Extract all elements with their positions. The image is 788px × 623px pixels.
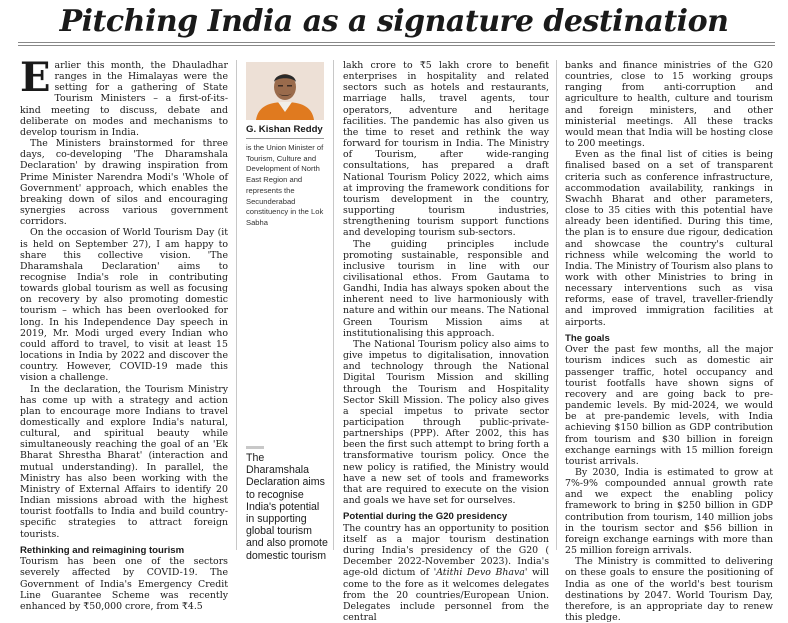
paragraph: Tourism has been one of the sectors severely affected by COVID-19. The Government of India's Emergency Credit Line Guarantee Scheme was recently enhanced by ₹50,000 crore, from ₹4.5 (20, 556, 228, 612)
article-column-3 (565, 60, 773, 623)
article-column-2 (343, 60, 550, 623)
paragraph: Even as the final list of cities is being finalised based on a set of transparent criteria such as conference infrastructure, accommodation availability, rankings in Swachh Bharat and other parameters, close to 35 cities with this potential have already been identified. During this time, the plan is to ensure due rigour, dedication and showcase the country's cultural richness while welcoming the world to India. The Ministry of Tourism also plans to work with other Ministries to bring in necessary interventions such as visa reforms, ease of travel, traveller-friendly and improved immigration facilities at airports. (565, 149, 773, 328)
paragraph: The National Tourism policy also aims to give impetus to digitalisation, innovation and technology through the National Digital Tourism Mission and skilling through the Tourism and Hospitality Sector Skill Mission. The policy also gives a special impetus to private sector participation through public-private-partnerships (PPP). After 2002, this has been the first such attempt to bring forth a transformative tourism policy. Once the new policy is ratified, the Ministry would have a new set of tools and frameworks that are required to execute on the vision and goals we have set for ourselves. (343, 338, 549, 507)
headline-rule-2 (18, 45, 775, 46)
author-rule (246, 138, 324, 139)
author-portrait-icon (246, 62, 324, 120)
paragraph: The Ministry is committed to delivering on these goals to ensure the positioning of India as one of the world's best tourism destinations by 2047. World Tourism Day, therefore, is an appropriate day to renew this pledge. (565, 556, 773, 623)
paragraph: In the declaration, the Tourism Ministry has come up with a strategy and action plan to encourage more Indians to travel domestically and explore India's natural, cultural, and spiritual beauty while simultaneously reaching the goal of an 'Ek Bharat Shrestha Bharat' (interaction and mutual understanding). In parallel, the Ministry has also been working with the Ministry of External Affairs to identify 20 Indian missions abroad with the highest tourist footfalls to India and build country-specific strategies to attract foreign tourists. (20, 383, 228, 540)
subheading: The goals (565, 332, 610, 344)
author-name: G. Kishan Reddy (246, 124, 323, 135)
paragraph: The guiding principles include promoting sustainable, responsible and inclusive tourism in line with our civilisational ethos. From Gautama to Gandhi, India has always spoken about the inherent need to live harmoniously with nature and within our means. The National Green Tourism Mission aims at institutionalising this approach. (343, 238, 549, 339)
paragraph: By 2030, India is estimated to grow at 7%-9% compounded annual growth rate and we expect the enabling policy framework to bring in $250 billion in GDP contribution from tourism, 140 million jobs in the tourism sector and $56 billion in foreign exchange earnings with more than 25 million foreign arrivals. (565, 466, 773, 557)
drop-cap: E (20, 54, 51, 101)
paragraph: Earlier this month, the Dhauladhar ranges in the Himalayas were the setting for a gathering of State Tourism Ministers – a first-of-its-kind meeting to discuss, debate and deliberate on modes and mechanisms to develop tourism in India. (20, 54, 228, 138)
paragraph: The country has an opportunity to position itself as a major tourism destination during India's presidency of the G20 ( December 2022-November 2023). India's age-old dictum of 'Atithi Devo Bhava' will come to the fore as it welcomes delegates from the 20 countries/European Union. Delegates include personnel from the central (343, 522, 550, 623)
author-bio: is the Union Minister of Tourism, Culture and Development of North East Region and represents the Secunderabad constituency in the Lok Sabha (246, 143, 324, 227)
paragraph: The Ministers brainstormed for three days, co-developing 'The Dharamshala Declaration' by drawing inspiration from Prime Minister Narendra Modi's 'Whole of Government' approach, which enables the breaking down of silos and encouraging synergies across various government corridors. (20, 138, 228, 228)
paragraph: banks and finance ministries of the G20 countries, close to 15 working groups ranging from anti-corruption and agriculture to health, culture and tourism and foreign ministers, and other ministerial meetings. All these tracks would mean that India will be hosting close to 200 meetings. (565, 60, 773, 150)
article-column-1 (20, 54, 228, 612)
subheading: Potential during the G20 presidency (343, 511, 508, 523)
paragraph: On the occasion of World Tourism Day (it is held on September 27), I am happy to share this collective vision. 'The Dharamshala Declaration' aims to recognise India's role in contributing towards global tourism as well as focusing on recovery by also promoting domestic tourism – which has been overlooked for long. In his Independence Day speech in 2019, Mr. Modi urged every Indian who could afford to travel, to visit at least 15 locations in India by 2022 and discover the country. However, COVID-19 made this vision a challenge. (20, 227, 228, 384)
column-divider-2 (333, 60, 334, 550)
paragraph: lakh crore to ₹5 lakh crore to benefit enterprises in hospitality and related sectors such as hotels and restaurants, marriage halls, travel agents, tour operators, adventure and heritage facilities. The pandemic has also given us the time to reset and rethink the way forward for tourism in India. The Ministry of Tourism, after wide-ranging consultations, has prepared a draft National Tourism Policy 2022, which aims at improving the framework conditions for tourism development in the country, supporting tourism industries, strengthening tourism support functions and developing tourism sub-sectors. (343, 60, 549, 239)
paragraph: Over the past few months, all the major tourism indices such as domestic air passenger traffic, hotel occupancy and tourist footfalls have shown signs of recovery and are going back to pre-pandemic levels. By mid-2024, we would be at pre-pandemic levels, with India achieving $150 billion as GDP contribution from tourism and $30 billion in foreign exchange earnings with 15 million foreign tourist arrivals. (565, 344, 773, 467)
headline: Pitching India as a signature destination (59, 4, 729, 39)
pull-quote: The Dharamshala Declaration aims to recognise India's potential in supporting global tourism and also promote domestic tourism (246, 452, 328, 562)
pull-quote-rule (246, 446, 264, 449)
author-photo (246, 62, 324, 120)
headline-rule (18, 42, 775, 43)
column-divider-3 (556, 60, 557, 550)
subheading: Rethinking and reimagining tourism (20, 544, 185, 556)
column-divider-1 (236, 60, 237, 550)
